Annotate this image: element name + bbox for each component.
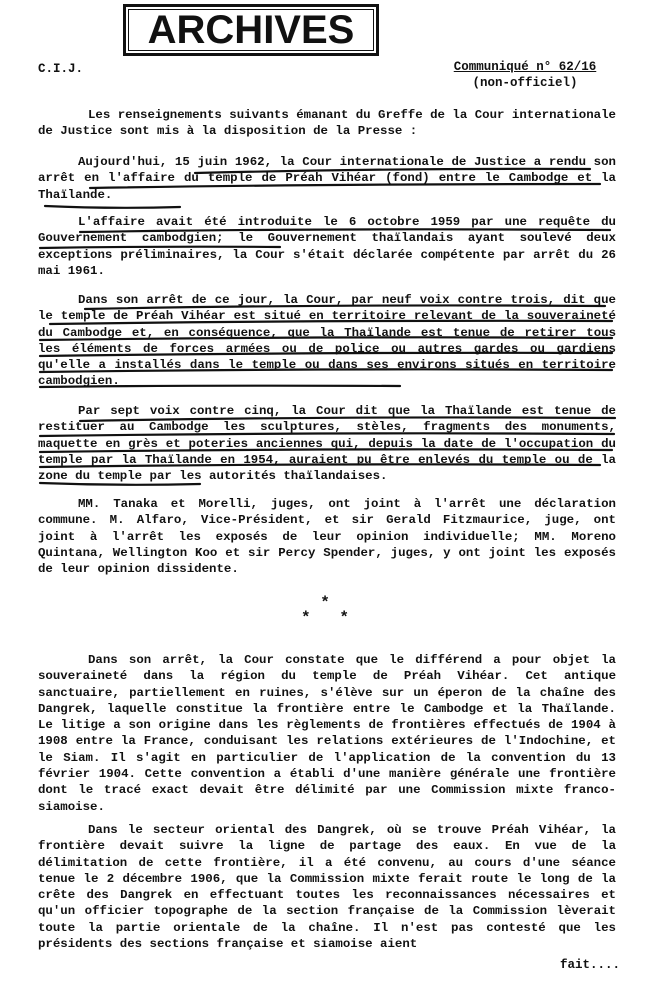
communique-status: (non-officiel) <box>472 76 578 90</box>
communique-number: Communiqué n° 62/16 <box>453 60 597 74</box>
judgment-date-paragraph: Aujourd'hui, 15 juin 1962, la Cour internationale de Justice a rendu son arrêt en l'affaire du temple de Préah Vihéar (fond) entre le Cambodge et la Thaïlande. <box>38 155 616 202</box>
organization-code: C.I.J. <box>38 62 84 76</box>
eastern-sector-paragraph: Dans le secteur oriental des Dangrek, où se trouve Préah Vihéar, la frontière devait suivre la ligne de partage des eaux. En vue de la délimitation de cette frontière, il a été convenu, au cours d'une séance tenue le 2 décembre 1906, que la Commission mixte ferait route le long de la crête des Dangrek en effectuant toutes les reconnaissances nécessaires et qu'un officier topographe de la section française de la Commission lèverait toute la partie orientale de la chaîne. Il n'est pas contesté que les présidents des sections française et siamoise aient <box>38 823 616 952</box>
continuation-marker: fait.... <box>560 958 621 972</box>
sovereignty-ruling-paragraph: Dans son arrêt de ce jour, la Cour, par neuf voix contre trois, dit que le temple de Préah Vihéar est situé en territoire relevant de la souveraineté du Cambodge et, en conséquence, que la Thaïlande est tenue de retirer tous les éléments de forces armées ou de police ou autres gardes ou gardiens qu'elle a installés dans le temple ou dans ses environs situés en territoire cambodgien. <box>38 293 616 389</box>
separator-stars-bottom: * * <box>300 609 349 627</box>
dispute-background-paragraph: Dans son arrêt, la Cour constate que le différend a pour objet la souveraineté dans la région du temple de Préah Vihéar. Cet antique sanctuaire, partiellement en ruines, s'élève sur un éperon de la chaîne des Dangrek, laquelle constitue la frontière entre le Cambodge et la Thaïlande. Le litige a son origine dans les règlements de frontières effectués de 1904 à 1908 entre la France, conduisant les relations extérieures de l'Indochine, et le Siam. Il s'agit en particulier de l'application de la convention du 13 février 1904. Cette convention a établi d'une manière générale une frontière dont le tracé exact devait être délimité par une Commission mixte franco-siamoise. <box>38 653 616 814</box>
archives-stamp <box>123 4 379 56</box>
restitution-ruling-paragraph: Par sept voix contre cinq, la Cour dit que la Thaïlande est tenue de restituer au Cambodge les sculptures, stèles, fragments des monuments, maquette en grès et poteries anciennes qui, depuis la date de l'occupation du temple par la Thaïlande en 1954, auraient pu être enlevés du temple ou de la zone du temple par les autorités thaïlandaises. <box>38 404 616 484</box>
separator-star-top: * <box>320 594 330 612</box>
judges-opinions-paragraph: MM. Tanaka et Morelli, juges, ont joint à l'arrêt une déclaration commune. M. Alfaro, Vice-Président, et sir Gerald Fitzmaurice, juge, ont joint à l'arrêt les exposés de leur opinion individuelle; MM. Moreno Quintana, Wellington Koo et sir Percy Spender, juges, y ont joint les exposés de leur opinion dissidente. <box>38 497 616 577</box>
communique-reference <box>430 59 620 91</box>
underline-case-end <box>45 206 180 208</box>
intro-paragraph: Les renseignements suivants émanant du Greffe de la Cour internationale de Justice sont mis à la disposition de la Presse : <box>38 108 616 139</box>
case-history-paragraph: L'affaire avait été introduite le 6 octobre 1959 par une requête du Gouvernement cambodgien; le Gouvernement thaïlandais ayant soulevé deux exceptions préliminaires, la Cour s'était déclarée compétente par arrêt du 26 mai 1961. <box>38 215 616 278</box>
stamp-label: ARCHIVES <box>147 8 355 52</box>
